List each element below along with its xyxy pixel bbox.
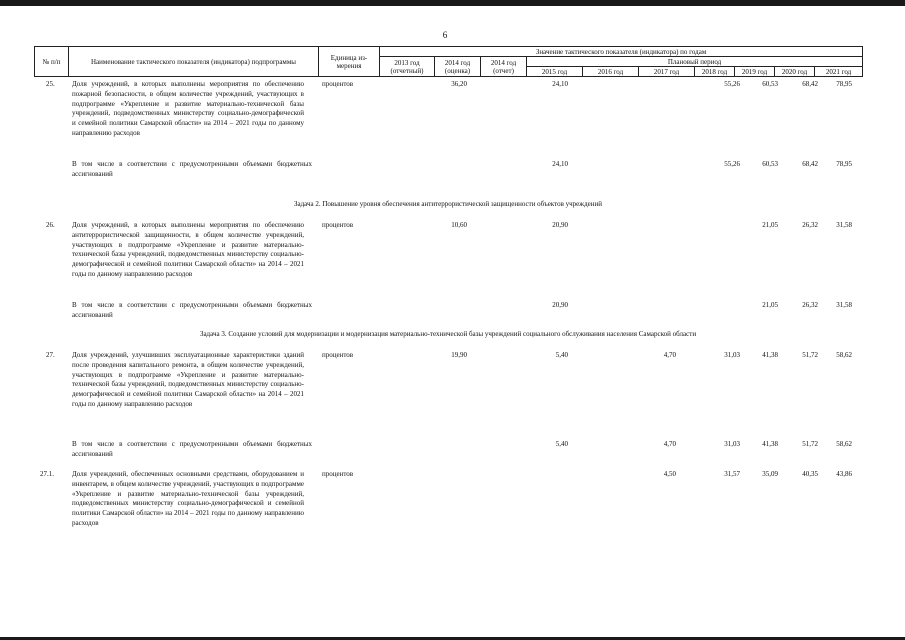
header-2019: 2019 год [735, 67, 775, 77]
row-25-2020: 68,42 [802, 80, 818, 88]
row-26-sub-name: В том числе в соответствии с предусмотренными объемами бюджетных ассигнований [72, 301, 312, 319]
row-27-unit: процентов [322, 351, 354, 359]
header-num: № п/п [35, 47, 69, 77]
row-25-2014: 36,20 [451, 80, 467, 88]
table-header [34, 46, 863, 77]
header-2014-estimate: 2014 год (оценка) [435, 57, 481, 77]
row-27-1-2021: 43,86 [836, 470, 852, 478]
row-25-num: 25. [46, 80, 55, 88]
row-26-2014: 10,60 [451, 221, 467, 229]
row-25-2019: 60,53 [762, 80, 778, 88]
row-26-sub-2020: 26,32 [802, 301, 818, 309]
row-27-num: 27. [46, 351, 55, 359]
header-2016: 2016 год [583, 67, 639, 77]
row-25-2021: 78,95 [836, 80, 852, 88]
row-26-2020: 26,32 [802, 221, 818, 229]
row-27-sub-2019: 41,38 [762, 440, 778, 448]
row-27-sub-2020: 51,72 [802, 440, 818, 448]
row-27-2021: 58,62 [836, 351, 852, 359]
row-25-2015: 24,10 [552, 80, 568, 88]
row-27-sub-2017: 4,70 [663, 440, 676, 448]
header-2015: 2015 год [527, 67, 583, 77]
row-26-sub-2021: 31,58 [836, 301, 852, 309]
row-25-sub-2015: 24,10 [552, 160, 568, 168]
header-2017: 2017 год [639, 67, 695, 77]
row-27-sub-2015: 5,40 [555, 440, 568, 448]
scan-top-border [0, 0, 905, 6]
row-25-sub-name: В том числе в соответствии с предусмотренными объемами бюджетных ассигнований [72, 160, 312, 178]
row-27-2017: 4,70 [663, 351, 676, 359]
row-25-sub-2021: 78,95 [836, 160, 852, 168]
header-2013: 2013 год (отчетный) [380, 57, 435, 77]
row-25-sub-2018: 55,26 [724, 160, 740, 168]
header-2021: 2021 год [815, 67, 863, 77]
row-26-unit: процентов [322, 221, 354, 229]
task-3-heading: Задача 3. Создание условий для модернизации и модернизация материально-технической базы учреждений социального обслуживания населения Самарской области [199, 330, 697, 338]
row-27-1-2019: 35,09 [762, 470, 778, 478]
row-27-2018: 31,03 [724, 351, 740, 359]
row-25-sub-2020: 68,42 [802, 160, 818, 168]
header-2014-report: 2014 год (отчет) [481, 57, 527, 77]
row-25-unit: процентов [322, 80, 354, 88]
row-27-1-2020: 40,35 [802, 470, 818, 478]
row-26-2015: 20,90 [552, 221, 568, 229]
row-27-2019: 41,38 [762, 351, 778, 359]
row-27-1-unit: процентов [322, 470, 354, 478]
row-27-1-2017: 4,50 [663, 470, 676, 478]
header-plan-period: Плановый период [527, 57, 863, 67]
row-27-sub-name: В том числе в соответствии с предусмотренными объемами бюджетных ассигнований [72, 440, 312, 458]
header-name: Наименование тактического показателя (индикатора) подпрограммы [69, 47, 319, 77]
row-27-name: Доля учреждений, улучшивших эксплуатационные характеристики зданий после проведения капитального ремонта, в общем количестве учреждений, участвующих в подпрограмме «Укрепление и развитие материально-технической базы учреждений, подведомственных министерству социально-демографической и семейной политики Самарской области» на 2014 – 2021 годы по данному направлению расходов [72, 351, 304, 408]
header-values-by-year: Значение тактического показателя (индикатора) по годам [380, 47, 863, 57]
page-number: 6 [442, 30, 448, 40]
task-2-heading: Задача 2. Повышение уровня обеспечения антитеррористической защищенности объектов учреждений [293, 200, 603, 208]
row-26-sub-2019: 21,05 [762, 301, 778, 309]
header-2018: 2018 год [695, 67, 735, 77]
row-25-name: Доля учреждений, в которых выполнены мероприятия по обеспечению пожарной безопасности, в общем количестве учреждений, участвующих в подпрограмме «Укрепление и развитие материально-технической базы учреждений, подведомственных министерству социально-демографической и семейной политики Самарской области» на 2014 – 2021 годы по данному направлению расходов [72, 80, 304, 137]
row-26-2021: 31,58 [836, 221, 852, 229]
row-26-2019: 21,05 [762, 221, 778, 229]
row-27-1-2018: 31,57 [724, 470, 740, 478]
row-27-1-name: Доля учреждений, обеспеченных основными средствами, оборудованием и инвентарем, в общем количестве учреждений, участвующих в подпрограмме «Укрепление и развитие материально-технической базы учреждений, подведомственных министерству социально-демографической и семейной политики Самарской области» на 2014 – 2021 годы по данному направлению расходов [72, 470, 304, 527]
row-27-2015: 5,40 [555, 351, 568, 359]
row-26-name: Доля учреждений, в которых выполнены мероприятия по обеспечению антитеррористической защищенности, в общем количестве учреждений, участвующих в подпрограмме «Укрепление и развитие материально-технической базы учреждений, подведомственных министерству социально-демографической и семейной политики Самарской области» на 2014 – 2021 годы по данному направлению расходов [72, 221, 304, 278]
row-27-1-num: 27.1. [40, 470, 54, 478]
header-unit: Единица из-мерения [319, 47, 380, 77]
row-25-2018: 55,26 [724, 80, 740, 88]
row-27-sub-2018: 31,03 [724, 440, 740, 448]
row-27-2014: 19,90 [451, 351, 467, 359]
row-27-2020: 51,72 [802, 351, 818, 359]
row-27-sub-2021: 58,62 [836, 440, 852, 448]
row-26-sub-2015: 20,90 [552, 301, 568, 309]
row-25-sub-2019: 60,53 [762, 160, 778, 168]
header-2020: 2020 год [775, 67, 815, 77]
row-26-num: 26. [46, 221, 55, 229]
